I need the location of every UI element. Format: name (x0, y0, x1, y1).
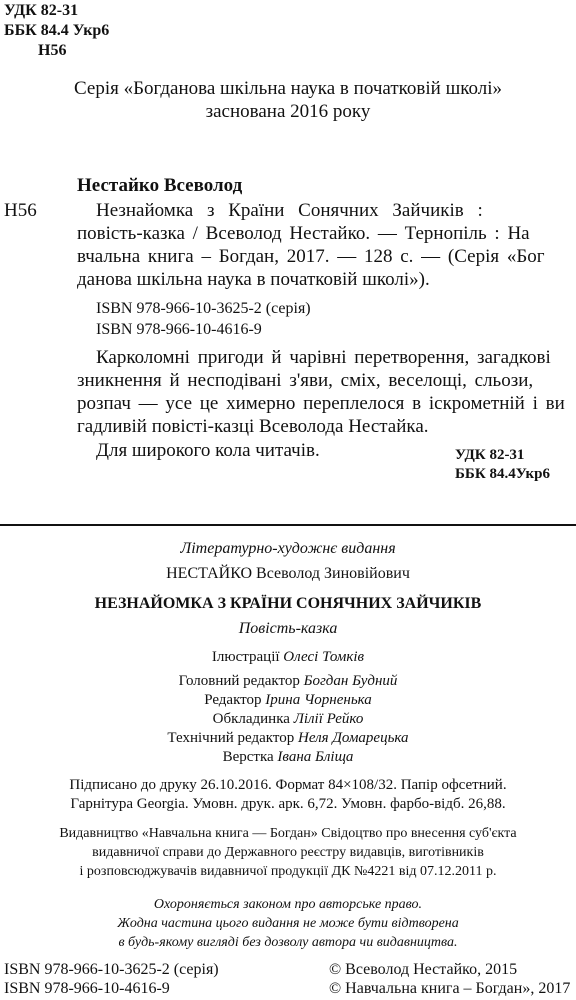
credit-tech-editor: Технічний редактор Неля Домарецька (167, 730, 409, 746)
print-info-line: Підписано до друку 26.10.2016. Формат 84×108/32. Папір офсетний. (69, 777, 507, 793)
publisher-line: Видавництво «Навчальна книга — Богдан» Свідоцтво про внесення суб'єкта (59, 826, 517, 841)
udk-code: УДК 82-31 (4, 2, 79, 19)
catalog-udk: УДК 82-31 (455, 447, 525, 463)
imprint-isbn: ISBN 978-966-10-4616-9 (4, 980, 170, 997)
catalog-desc-line: вчальна книга – Богдан, 2017. — 128 с. — (Серія «Бог (77, 246, 545, 267)
copyright-line: © Всеволод Нестайко, 2015 (329, 961, 518, 978)
book-subtitle: Повість-казка (238, 620, 338, 637)
credit-layout: Верстка Івана Бліщa (222, 749, 354, 765)
credit-editor: Редактор Ірина Чорненька (204, 692, 372, 708)
author-full-name: НЕСТАЙКО Всеволод Зиновійович (166, 565, 410, 582)
audience-line: Для широкого кола читачів. (96, 440, 320, 461)
annotation-line: розпач — усе це химерно переплелося в іскрометній і ви (77, 393, 565, 414)
annotation-line: гадливій повісті-казці Всеволода Нестайка. (77, 416, 429, 437)
series-line-2: заснована 2016 року (205, 101, 371, 122)
credit-illustrations: Ілюстрації Олесі Томків (211, 649, 365, 665)
catalog-bbk: ББК 84.4Укр6 (455, 466, 550, 482)
credit-cover: Обкладинка Лілії Рейко (212, 711, 364, 727)
publisher-line: видавничої справи до Державного реєстру видавців, виготівників (92, 845, 484, 860)
author-mark: Н56 (38, 42, 67, 59)
copyright-notice-line: в будь-якому вигляді без дозволу автора чи видавництва. (118, 935, 458, 950)
credit-chief-editor: Головний редактор Богдан Будний (178, 673, 398, 689)
copyright-line: © Навчальна книга – Богдан», 2017 (329, 980, 571, 997)
series-line-1: Серія «Богданова шкільна наука в початковій школі» (74, 78, 502, 99)
book-title: НЕЗНАЙОМКА З КРАЇНИ СОНЯЧНИХ ЗАЙЧИКІВ (94, 595, 482, 612)
bbk-code: ББК 84.4 Укр6 (4, 22, 110, 39)
print-info-line: Гарнітура Georgia. Умовн. друк. арк. 6,72. Умовн. фарбо-відб. 26,88. (70, 796, 506, 812)
catalog-isbn: ISBN 978-966-10-3625-2 (серія) (96, 300, 311, 317)
catalog-author-mark: Н56 (4, 200, 37, 221)
genre-line: Літературно-художнє видання (180, 540, 396, 557)
catalog-desc-line: данова шкільна наука в початковій школі»). (77, 269, 430, 290)
annotation-line: Карколомні пригоди й чарівні перетворення, загадкові (96, 347, 551, 368)
annotation-line: зникнення й несподівані з'яви, сміх, веселощі, сльози, (77, 370, 534, 391)
catalog-author: Нестайко Всеволод (77, 175, 243, 196)
imprint-isbn: ISBN 978-966-10-3625-2 (серія) (4, 961, 219, 978)
publisher-line: і розповсюджувачів видавничої продукції ДК №4221 від 07.12.2011 р. (79, 864, 497, 879)
section-divider (0, 524, 576, 526)
copyright-notice-line: Жодна частина цього видання не може бути відтворена (117, 916, 459, 931)
catalog-isbn: ISBN 978-966-10-4616-9 (96, 321, 262, 338)
catalog-desc-line: Незнайомка з Країни Сонячних Зайчиків : (96, 200, 483, 221)
copyright-notice-line: Охороняється законом про авторське право. (153, 897, 423, 912)
catalog-desc-line: повість-казка / Всеволод Нестайко. — Тернопіль : На (77, 223, 530, 244)
